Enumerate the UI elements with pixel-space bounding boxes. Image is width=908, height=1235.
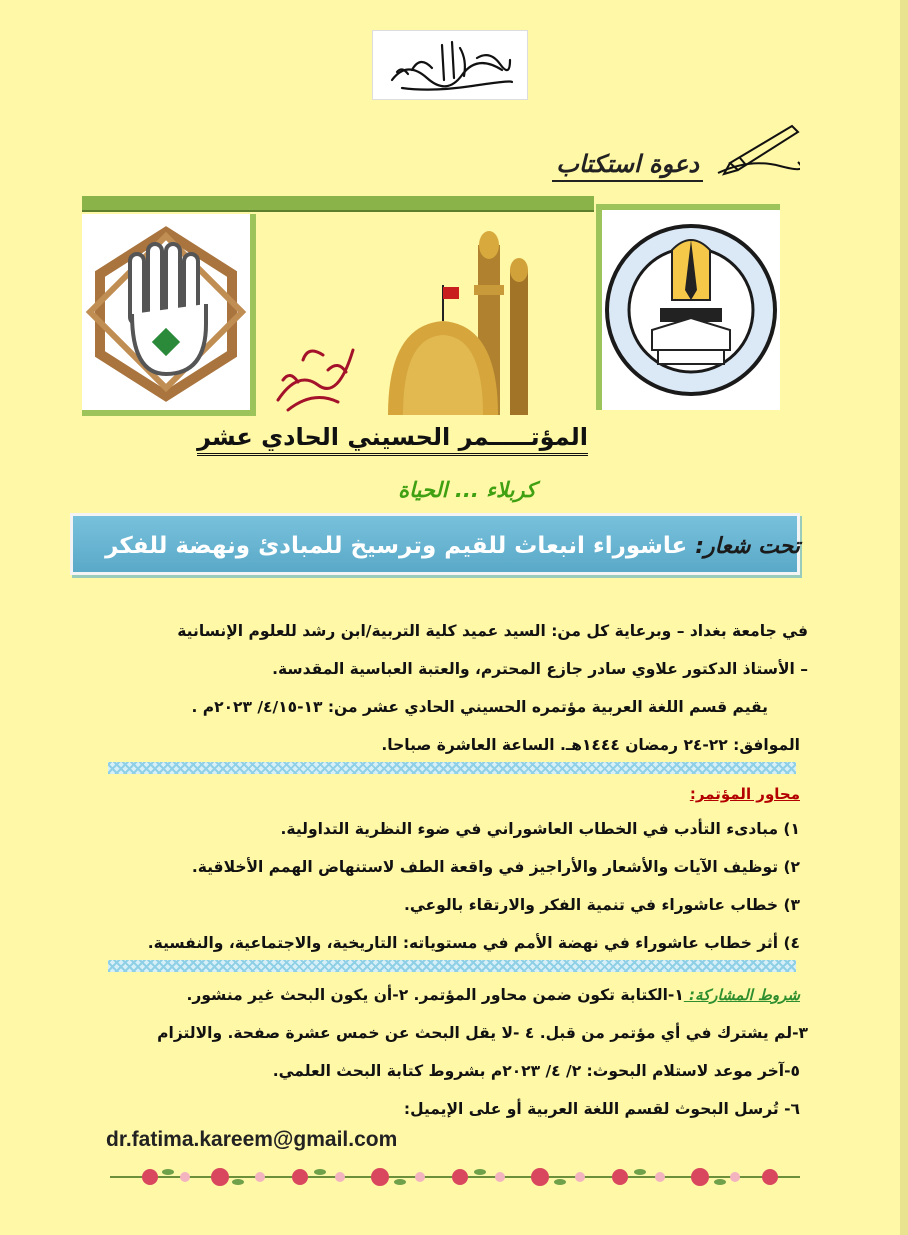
basmala-image — [372, 30, 528, 100]
hand-emblem-logo — [82, 214, 256, 416]
shrine-dome-image — [378, 225, 548, 415]
slogan-prefix: تحت شعار: — [695, 534, 800, 559]
slogan-text: عاشوراء انبعاث للقيم وترسيخ للمبادئ ونهضة للفكر — [105, 533, 688, 559]
intro-line-2: – الأستاذ الدكتور علاوي سادر جازع المحترم، والعتبة العباسية المقدسة. — [272, 660, 808, 678]
conditions-line-1 — [187, 986, 800, 1004]
conditions-text-1: ١-الكتابة تكون ضمن محاور المؤتمر. ٢-أن يكون البحث غير منشور. — [186, 986, 684, 1004]
pen-icon — [710, 118, 800, 180]
conditions-heading: شروط المشاركة: — [683, 986, 800, 1004]
conference-title: المؤتـــــمر الحسيني الحادي عشر — [197, 423, 588, 456]
axis-item-1: ١) مبادىء التأدب في الخطاب العاشوراني في ضوء النظرية التداولية. — [280, 820, 800, 838]
intro-line-4: الموافق: ٢٢-٢٤ رمضان ١٤٤٤هـ. الساعة العاشرة صباحا. — [381, 736, 800, 754]
conditions-line-2: ٣-لم يشترك في أي مؤتمر من قبل. ٤ -لا يقل البحث عن خمس عشرة صفحة. والالتزام — [157, 1024, 808, 1042]
axis-item-2: ٢) توظيف الآيات والأشعار والأراجيز في واقعة الطف لاستنهاض الهمم الأخلاقية. — [191, 858, 800, 876]
red-calligraphy-image — [268, 330, 360, 416]
pattern-separator-2 — [108, 960, 796, 972]
green-divider-bar — [82, 196, 594, 212]
conditions-line-3: ٥-آخر موعد لاستلام البحوث: ٢/ ٤/ ٢٠٢٣م بشروط كتابة البحث العلمي. — [272, 1062, 800, 1080]
intro-line-3: يقيم قسم اللغة العربية مؤتمره الحسيني الحادي عشر من: ١٣-٤/١٥/ ٢٠٢٣م . — [191, 698, 768, 716]
call-for-papers-title: دعوة استكتاب — [552, 150, 703, 182]
page-edge-shadow — [900, 0, 908, 1235]
pattern-separator-1 — [108, 762, 796, 774]
axis-item-4: ٤) أثر خطاب عاشوراء في نهضة الأمم في مستوياته: التاريخية، والاجتماعية، والنفسية. — [147, 934, 800, 952]
flower-border — [110, 1162, 800, 1192]
axes-heading: محاور المؤتمر: — [689, 785, 800, 803]
intro-line-1: في جامعة بغداد – وبرعاية كل من: السيد عميد كلية التربية/ابن رشد للعلوم الإنسانية — [177, 622, 808, 640]
conference-subtitle: كربلاء ... الحياة — [398, 478, 536, 502]
axis-item-3: ٣) خطاب عاشوراء في تنمية الفكر والارتقاء بالوعي. — [403, 896, 800, 914]
conditions-line-4: ٦- تُرسل البحوث لقسم اللغة العربية أو على الإيميل: — [403, 1100, 800, 1118]
contact-email[interactable]: dr.fatima.kareem@gmail.com — [106, 1128, 398, 1151]
university-logo — [596, 204, 780, 410]
slogan-line — [105, 533, 800, 559]
